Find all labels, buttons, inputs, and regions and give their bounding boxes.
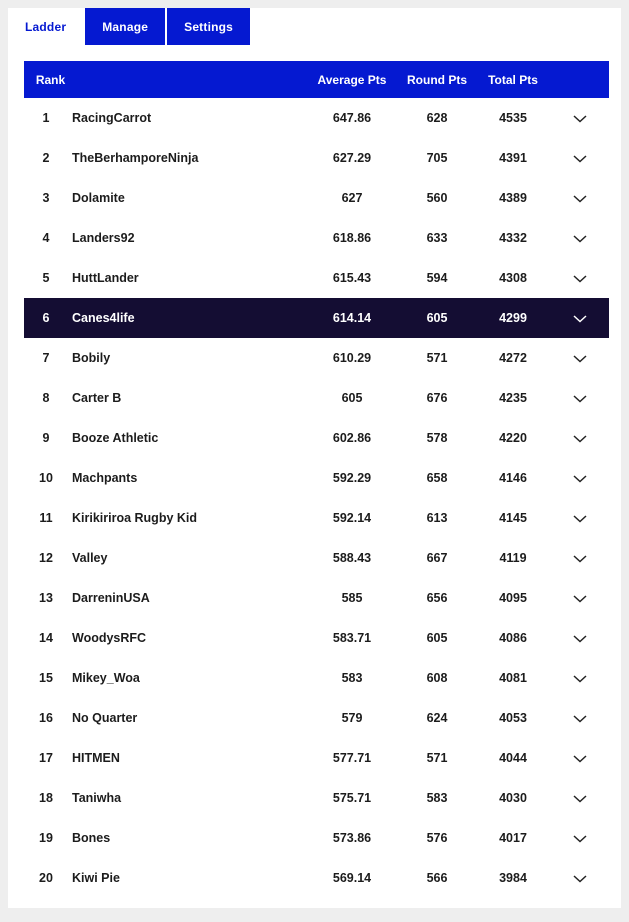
total-pts-cell: 3984 — [499, 871, 527, 885]
team-name-cell: Landers92 — [72, 231, 135, 245]
table-row[interactable] — [24, 698, 609, 738]
total-pts-cell: 4535 — [499, 111, 527, 125]
rank-cell: 12 — [39, 551, 53, 565]
total-pts-cell: 4053 — [499, 711, 527, 725]
average-pts-cell: 573.86 — [332, 831, 372, 845]
table-row[interactable] — [24, 738, 609, 778]
chevron-down-icon[interactable] — [551, 111, 609, 125]
chevron-down-icon[interactable] — [551, 191, 609, 205]
total-pts-cell: 4389 — [499, 191, 527, 205]
team-name-cell: No Quarter — [72, 711, 138, 725]
header-average-pts: Average Pts — [317, 72, 387, 87]
rank-cell: 4 — [42, 231, 50, 245]
total-pts-cell: 4391 — [499, 151, 527, 165]
rank-cell: 7 — [42, 351, 50, 365]
average-pts-cell: 592.14 — [332, 511, 372, 525]
total-pts-cell: 4332 — [499, 231, 527, 245]
table-row[interactable] — [24, 498, 609, 538]
average-pts-cell: 627.29 — [332, 151, 372, 165]
team-name-cell: Bobily — [72, 351, 111, 365]
round-pts-cell: 633 — [426, 231, 448, 245]
average-pts-cell: 614.14 — [332, 311, 372, 325]
team-name-cell: Booze Athletic — [72, 431, 159, 445]
chevron-down-icon[interactable] — [551, 871, 609, 885]
chevron-down-icon[interactable] — [551, 751, 609, 765]
total-pts-cell: 4030 — [499, 791, 527, 805]
rank-cell: 13 — [39, 591, 53, 605]
team-name-cell: RacingCarrot — [72, 111, 152, 125]
table-row[interactable] — [24, 218, 609, 258]
team-name-cell: Machpants — [72, 471, 138, 485]
rank-cell: 6 — [42, 311, 50, 325]
chevron-down-icon[interactable] — [551, 831, 609, 845]
total-pts-cell: 4272 — [499, 351, 527, 365]
header-total-pts: Total Pts — [488, 72, 538, 87]
team-name-cell: DarreninUSA — [72, 591, 150, 605]
total-pts-cell: 4235 — [499, 391, 527, 405]
team-name-cell: HuttLander — [72, 271, 139, 285]
round-pts-cell: 560 — [426, 191, 448, 205]
chevron-down-icon[interactable] — [551, 511, 609, 525]
average-pts-cell: 615.43 — [332, 271, 372, 285]
round-pts-cell: 613 — [426, 511, 448, 525]
team-name-cell: HITMEN — [72, 751, 120, 765]
average-pts-cell: 575.71 — [332, 791, 372, 805]
average-pts-cell: 610.29 — [332, 351, 372, 365]
rank-cell: 1 — [42, 111, 50, 125]
table-row[interactable] — [24, 858, 609, 898]
team-name-cell: Kirikiriroa Rugby Kid — [72, 511, 198, 525]
round-pts-cell: 578 — [426, 431, 448, 445]
chevron-down-icon[interactable] — [551, 791, 609, 805]
rank-cell: 2 — [42, 151, 50, 165]
chevron-down-icon[interactable] — [551, 711, 609, 725]
team-name-cell: Valley — [72, 551, 108, 565]
table-row[interactable] — [24, 778, 609, 818]
rank-cell: 10 — [39, 471, 53, 485]
table-row[interactable] — [24, 98, 609, 138]
tab-ladder[interactable]: Ladder — [8, 8, 83, 45]
table-row[interactable] — [24, 378, 609, 418]
rank-cell: 19 — [39, 831, 53, 845]
table-row[interactable] — [24, 138, 609, 178]
round-pts-cell: 624 — [426, 711, 448, 725]
average-pts-cell: 577.71 — [332, 751, 372, 765]
header-rank: Rank — [35, 72, 66, 87]
tab-bar — [8, 8, 621, 45]
table-row[interactable] — [24, 538, 609, 578]
total-pts-cell: 4308 — [499, 271, 527, 285]
chevron-down-icon[interactable] — [551, 551, 609, 565]
chevron-down-icon[interactable] — [551, 631, 609, 645]
table-header-row — [24, 61, 609, 98]
chevron-down-icon[interactable] — [551, 391, 609, 405]
ladder-card — [8, 8, 621, 908]
average-pts-cell: 602.86 — [332, 431, 372, 445]
average-pts-cell: 583.71 — [332, 631, 372, 645]
round-pts-cell: 594 — [426, 271, 448, 285]
total-pts-cell: 4044 — [499, 751, 527, 765]
table-row[interactable] — [24, 418, 609, 458]
rank-cell: 16 — [39, 711, 53, 725]
round-pts-cell: 605 — [426, 311, 448, 325]
average-pts-cell: 647.86 — [332, 111, 372, 125]
table-row[interactable] — [24, 578, 609, 618]
rank-cell: 3 — [42, 191, 50, 205]
chevron-down-icon[interactable] — [551, 151, 609, 165]
table-row[interactable] — [24, 658, 609, 698]
total-pts-cell: 4146 — [499, 471, 527, 485]
rank-cell: 8 — [42, 391, 50, 405]
rank-cell: 11 — [39, 511, 53, 525]
round-pts-cell: 628 — [426, 111, 448, 125]
rank-cell: 9 — [42, 431, 50, 445]
header-round-pts: Round Pts — [407, 72, 467, 87]
chevron-down-icon[interactable] — [551, 351, 609, 365]
table-row[interactable] — [24, 338, 609, 378]
average-pts-cell: 585 — [341, 591, 363, 605]
round-pts-cell: 676 — [426, 391, 448, 405]
table-row[interactable] — [24, 458, 609, 498]
round-pts-cell: 656 — [426, 591, 448, 605]
table-row[interactable] — [24, 618, 609, 658]
average-pts-cell: 592.29 — [332, 471, 372, 485]
total-pts-cell: 4299 — [499, 311, 527, 325]
team-name-cell: Bones — [72, 831, 111, 845]
round-pts-cell: 566 — [426, 871, 448, 885]
total-pts-cell: 4081 — [499, 671, 527, 685]
round-pts-cell: 583 — [426, 791, 448, 805]
team-name-cell: Taniwha — [72, 791, 122, 805]
average-pts-cell: 579 — [341, 711, 363, 725]
round-pts-cell: 576 — [426, 831, 448, 845]
team-name-cell: Canes4life — [72, 311, 135, 325]
ladder-rows — [8, 98, 621, 898]
team-name-cell: WoodysRFC — [72, 631, 147, 645]
average-pts-cell: 569.14 — [332, 871, 372, 885]
chevron-down-icon[interactable] — [551, 311, 609, 325]
round-pts-cell: 571 — [426, 351, 448, 365]
team-name-cell: Carter B — [72, 391, 122, 405]
table-row[interactable] — [24, 258, 609, 298]
total-pts-cell: 4220 — [499, 431, 527, 445]
round-pts-cell: 658 — [426, 471, 448, 485]
total-pts-cell: 4095 — [499, 591, 527, 605]
chevron-down-icon[interactable] — [551, 231, 609, 245]
round-pts-cell: 605 — [426, 631, 448, 645]
round-pts-cell: 705 — [426, 151, 448, 165]
table-row[interactable] — [24, 818, 609, 858]
table-row[interactable] — [24, 298, 609, 338]
average-pts-cell: 605 — [341, 391, 363, 405]
average-pts-cell: 588.43 — [332, 551, 372, 565]
round-pts-cell: 608 — [426, 671, 448, 685]
total-pts-cell: 4017 — [499, 831, 527, 845]
chevron-down-icon[interactable] — [551, 671, 609, 685]
total-pts-cell: 4086 — [499, 631, 527, 645]
average-pts-cell: 627 — [341, 191, 363, 205]
chevron-down-icon[interactable] — [551, 591, 609, 605]
tab-manage[interactable]: Manage — [85, 8, 165, 45]
team-name-cell: Dolamite — [72, 191, 125, 205]
table-row[interactable] — [24, 178, 609, 218]
rank-cell: 18 — [39, 791, 53, 805]
chevron-down-icon[interactable] — [551, 471, 609, 485]
chevron-down-icon[interactable] — [551, 271, 609, 285]
tab-settings[interactable]: Settings — [167, 8, 250, 45]
chevron-down-icon[interactable] — [551, 431, 609, 445]
team-name-cell: TheBerhamporeNinja — [72, 151, 199, 165]
average-pts-cell: 618.86 — [332, 231, 372, 245]
rank-cell: 20 — [39, 871, 53, 885]
rank-cell: 17 — [39, 751, 53, 765]
average-pts-cell: 583 — [341, 671, 363, 685]
round-pts-cell: 667 — [426, 551, 448, 565]
total-pts-cell: 4119 — [499, 551, 527, 565]
team-name-cell: Kiwi Pie — [72, 871, 120, 885]
team-name-cell: Mikey_Woa — [72, 671, 140, 685]
rank-cell: 14 — [39, 631, 53, 645]
total-pts-cell: 4145 — [499, 511, 527, 525]
rank-cell: 5 — [42, 271, 50, 285]
rank-cell: 15 — [39, 671, 53, 685]
round-pts-cell: 571 — [426, 751, 448, 765]
